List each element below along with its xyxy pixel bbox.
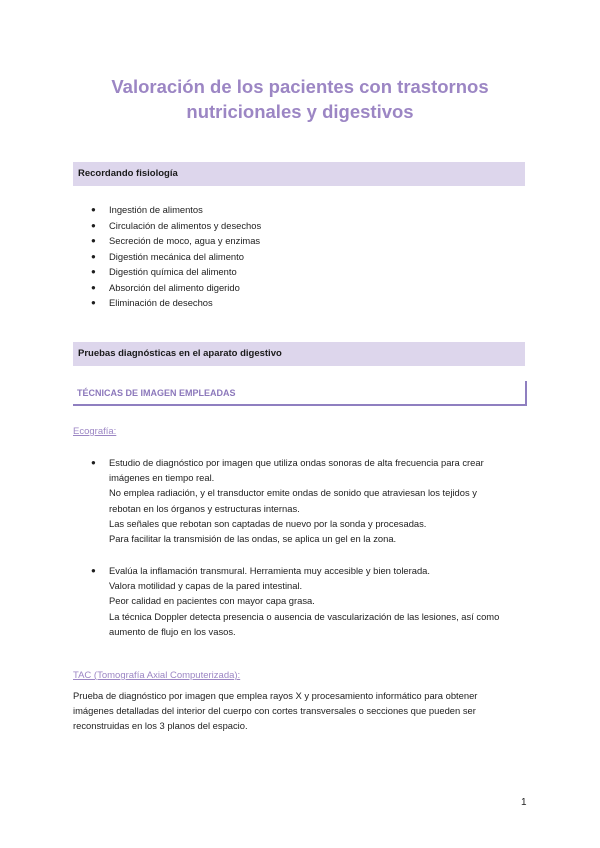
list-item: ● Secreción de moco, agua y enzimas	[109, 233, 261, 249]
bullet-icon: ●	[91, 458, 96, 467]
bullet-icon: ●	[91, 267, 96, 276]
ecografia-point-1: ● Estudio de diagnóstico por imagen que utiliza ondas sonoras de alta frecuencia para crear imágenes en tiempo real. No emplea radiación, y el transductor emite ondas de sonido que atraviesan los tejidos y rebotan en los órganos y estructuras internas. Las señales que rebotan son captadas de nuevo por la sonda y procesadas. Para facilitar la transmisión de las ondas, se aplica un gel en la zona.	[91, 457, 484, 545]
tac-paragraph: Prueba de diagnóstico por imagen que emplea rayos X y procesamiento informático para obtener imágenes detalladas del interior del cuerpo con cortes transversales o secciones que pueden ser reconstruidas en los 3 planos del espacio.	[73, 690, 478, 732]
list-item: ● Eliminación de desechos	[109, 295, 261, 311]
fisiologia-list	[91, 202, 262, 311]
subheading-tecnicas-imagen: TÉCNICAS DE IMAGEN EMPLEADAS	[73, 381, 527, 406]
page-number: 1	[521, 797, 527, 808]
bullet-icon: ●	[91, 566, 96, 575]
bullet-icon: ●	[91, 205, 96, 214]
section-heading-pruebas: Pruebas diagnósticas en el aparato digestivo	[73, 342, 525, 366]
bullet-icon: ●	[91, 236, 96, 245]
bullet-icon: ●	[91, 251, 96, 261]
title-line-1: Valoración de los pacientes con trastornos	[111, 76, 489, 97]
ecografia-label: Ecografía:	[73, 426, 117, 437]
page-title	[60, 74, 540, 124]
list-item: ● Digestión química del alimento	[109, 264, 261, 280]
list-item: ● Absorción del alimento digerido	[109, 280, 261, 296]
list-item: ● Circulación de alimentos y desechos	[109, 218, 261, 234]
ecografia-point-2: ● Evalúa la inflamación transmural. Herramienta muy accesible y bien tolerada. Valora motilidad y capas de la pared intestinal. Peor calidad en pacientes con mayor capa grasa. La técnica Doppler detecta presencia o ausencia de vascularización de las lesiones, así como aumento de flujo en los vasos.	[91, 565, 500, 637]
list-item: ● Digestión mecánica del alimento	[109, 249, 261, 265]
bullet-icon: ●	[91, 282, 96, 292]
list-item: ● Ingestión de alimentos	[109, 202, 261, 218]
bullet-icon: ●	[91, 220, 96, 230]
bullet-icon: ●	[91, 298, 96, 307]
section-heading-fisiologia: Recordando fisiología	[73, 162, 525, 186]
title-line-2: nutricionales y digestivos	[186, 101, 414, 122]
tac-label: TAC (Tomografía Axial Computerizada):	[73, 670, 241, 681]
